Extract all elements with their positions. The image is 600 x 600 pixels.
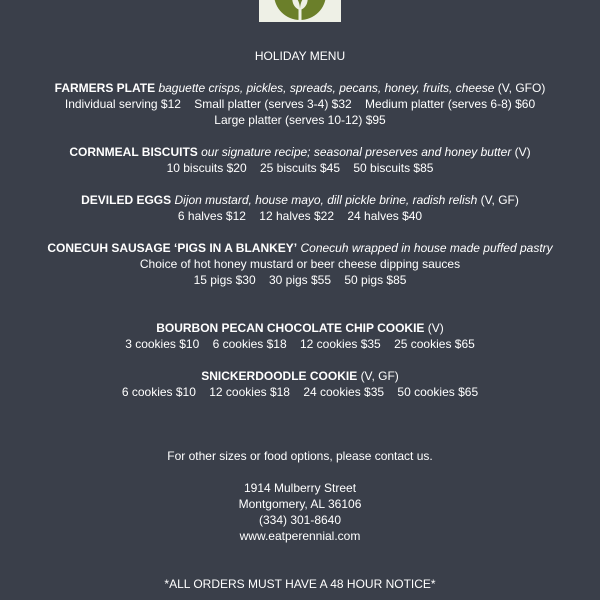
price-option: Small platter (serves 3-4) $32 [194, 97, 352, 111]
item-tags: (V, GF) [480, 193, 519, 207]
menu-item-farmers-plate [0, 80, 600, 128]
item-note: Choice of hot honey mustard or beer cheese dipping sauces [139, 257, 461, 271]
order-notice: *ALL ORDERS MUST HAVE A 48 HOUR NOTICE* [164, 577, 436, 591]
item-tags: (V, GF) [360, 369, 399, 383]
menu-item-conecuh-sausage [0, 240, 600, 288]
perennial-logo-icon [259, 0, 341, 22]
price-option: 30 pigs $55 [268, 273, 332, 287]
price-option: Individual serving $12 [64, 97, 181, 111]
item-tags: (V, GFO) [497, 81, 546, 95]
price-option: 24 cookies $35 [303, 385, 385, 399]
price-option: 50 pigs $85 [344, 273, 407, 287]
holiday-menu [0, 48, 600, 592]
item-name: SNICKERDOODLE COOKIE [201, 369, 358, 383]
website-link[interactable]: www.eatperennial.com [239, 529, 361, 543]
contact-intro: For other sizes or food options, please contact us. [167, 449, 433, 463]
item-description: our signature recipe; seasonal preserves and honey butter [201, 145, 512, 159]
price-option: 3 cookies $10 [125, 337, 200, 351]
address-street: 1914 Mulberry Street [243, 481, 357, 495]
menu-item-snickerdoodle-cookie [0, 368, 600, 400]
item-name: CORNMEAL BISCUITS [69, 145, 198, 159]
price-line [0, 96, 600, 112]
price-line [0, 160, 600, 176]
item-description: baguette crisps, pickles, spreads, pecans, honey, fruits, cheese [158, 81, 495, 95]
price-option: 6 cookies $10 [121, 385, 196, 399]
menu-title: HOLIDAY MENU [254, 49, 346, 63]
price-option: Large platter (serves 10-12) $95 [214, 113, 386, 127]
item-description: Dijon mustard, house mayo, dill pickle brine, radish relish [174, 193, 478, 207]
item-description: Conecuh wrapped in house made puffed pastry [300, 241, 553, 255]
price-option: 24 halves $40 [347, 209, 423, 223]
menu-item-cornmeal-biscuits [0, 144, 600, 176]
price-option: 12 cookies $18 [209, 385, 290, 399]
price-line [0, 272, 600, 288]
price-option: 25 cookies $65 [394, 337, 475, 351]
price-option: 12 halves $22 [259, 209, 335, 223]
address-city: Montgomery, AL 36106 [238, 497, 362, 511]
item-tags: (V) [514, 145, 531, 159]
price-line [0, 208, 600, 224]
item-name: CONECUH SAUSAGE ‘PIGS IN A BLANKEY’ [47, 241, 298, 255]
price-option: 10 biscuits $20 [166, 161, 247, 175]
item-tags: (V) [427, 321, 444, 335]
item-name: FARMERS PLATE [54, 81, 156, 95]
item-name: DEVILED EGGS [81, 193, 172, 207]
contact-section [0, 448, 600, 544]
price-option: 50 cookies $65 [397, 385, 479, 399]
price-line [0, 336, 600, 352]
menu-item-bourbon-pecan-cookie [0, 320, 600, 352]
phone-number[interactable]: (334) 301-8640 [258, 513, 342, 527]
price-option: Medium platter (serves 6-8) $60 [365, 97, 536, 111]
menu-item-deviled-eggs [0, 192, 600, 224]
price-option: 6 halves $12 [177, 209, 246, 223]
price-line [0, 112, 600, 128]
price-option: 50 biscuits $85 [353, 161, 434, 175]
price-option: 25 biscuits $45 [259, 161, 341, 175]
price-line [0, 384, 600, 400]
price-option: 12 cookies $35 [300, 337, 381, 351]
price-option: 15 pigs $30 [193, 273, 256, 287]
price-option: 6 cookies $18 [212, 337, 287, 351]
item-name: BOURBON PECAN CHOCOLATE CHIP COOKIE [156, 321, 425, 335]
